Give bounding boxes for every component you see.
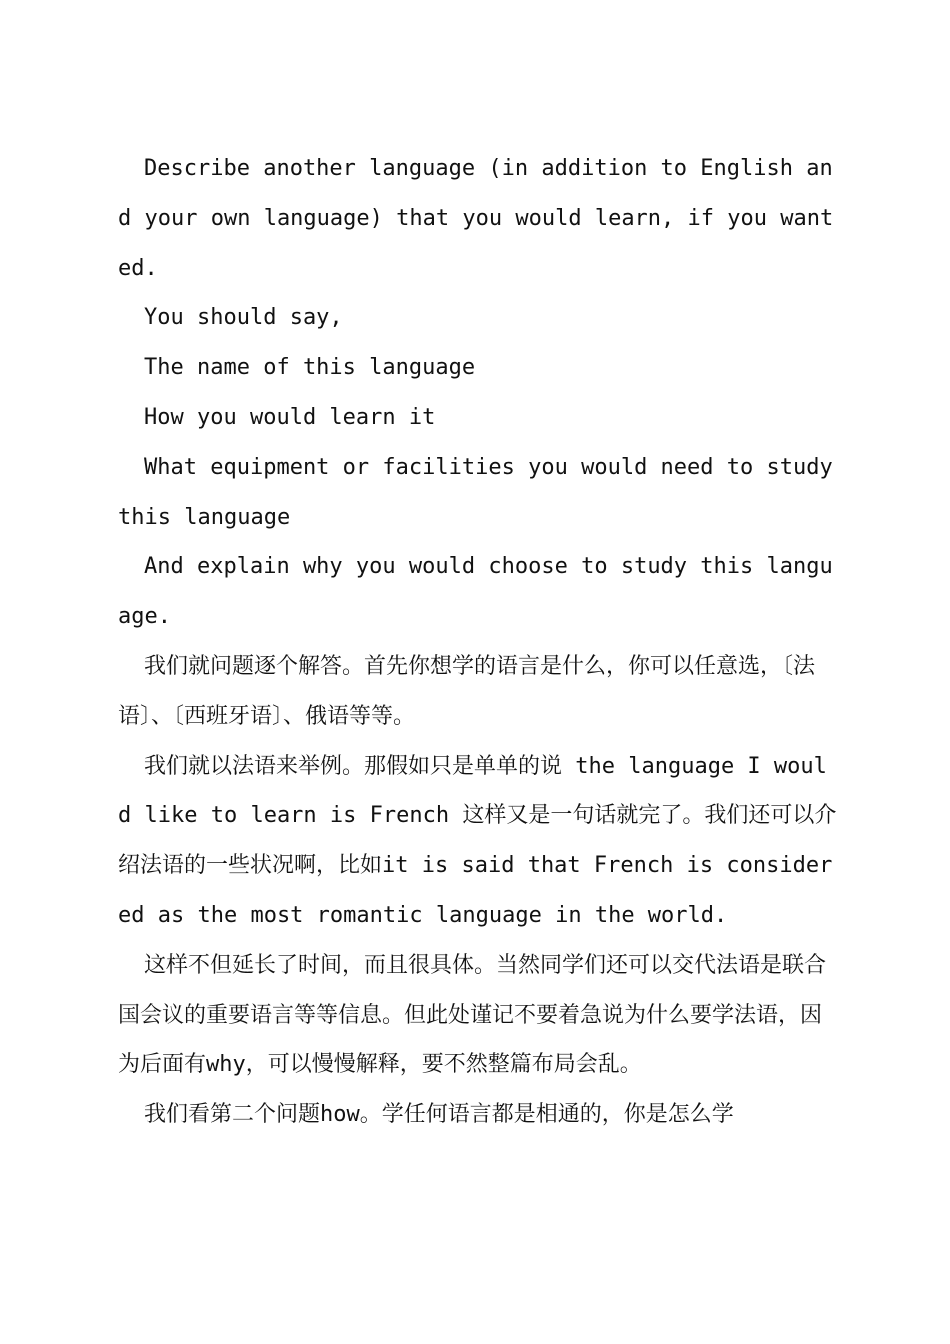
prompt-instruction: You should say, xyxy=(144,305,343,331)
prompt-question: Describe another language (in addition to English and your own language) that you would learn, if you wanted. xyxy=(118,156,834,281)
body-paragraph-how: 我们看第二个问题how。学任何语言都是相通的，你是怎么学 xyxy=(144,1102,734,1128)
body-paragraph-intro: 我们就问题逐个解答。首先你想学的语言是什么，你可以任意选，〔法语〕、〔西班牙语〕、俄语等等。 xyxy=(118,653,816,729)
prompt-point-name: The name of this language xyxy=(144,355,476,381)
prompt-point-equipment: What equipment or facilities you would need to study this language xyxy=(118,454,833,530)
prompt-point-how: How you would learn it xyxy=(144,404,436,430)
body-paragraph-extend: 这样不但延长了时间，而且很具体。当然同学们还可以交代法语是联合国会议的重要语言等等信息。但此处谨记不要着急说为什么要学法语，因为后面有why，可以慢慢解释，要不然整篇布局会乱。 xyxy=(118,952,827,1078)
prompt-point-why: And explain why you would choose to study this language. xyxy=(118,554,833,630)
document-body xyxy=(118,144,838,1140)
body-paragraph-french-example: 我们就以法语来举例。那假如只是单单的说 the language I would like to learn is French 这样又是一句话就完了。我们还可以介绍法语的一些状况啊，比如it is said that French is considered as the most romantic language in the world. xyxy=(118,753,837,928)
